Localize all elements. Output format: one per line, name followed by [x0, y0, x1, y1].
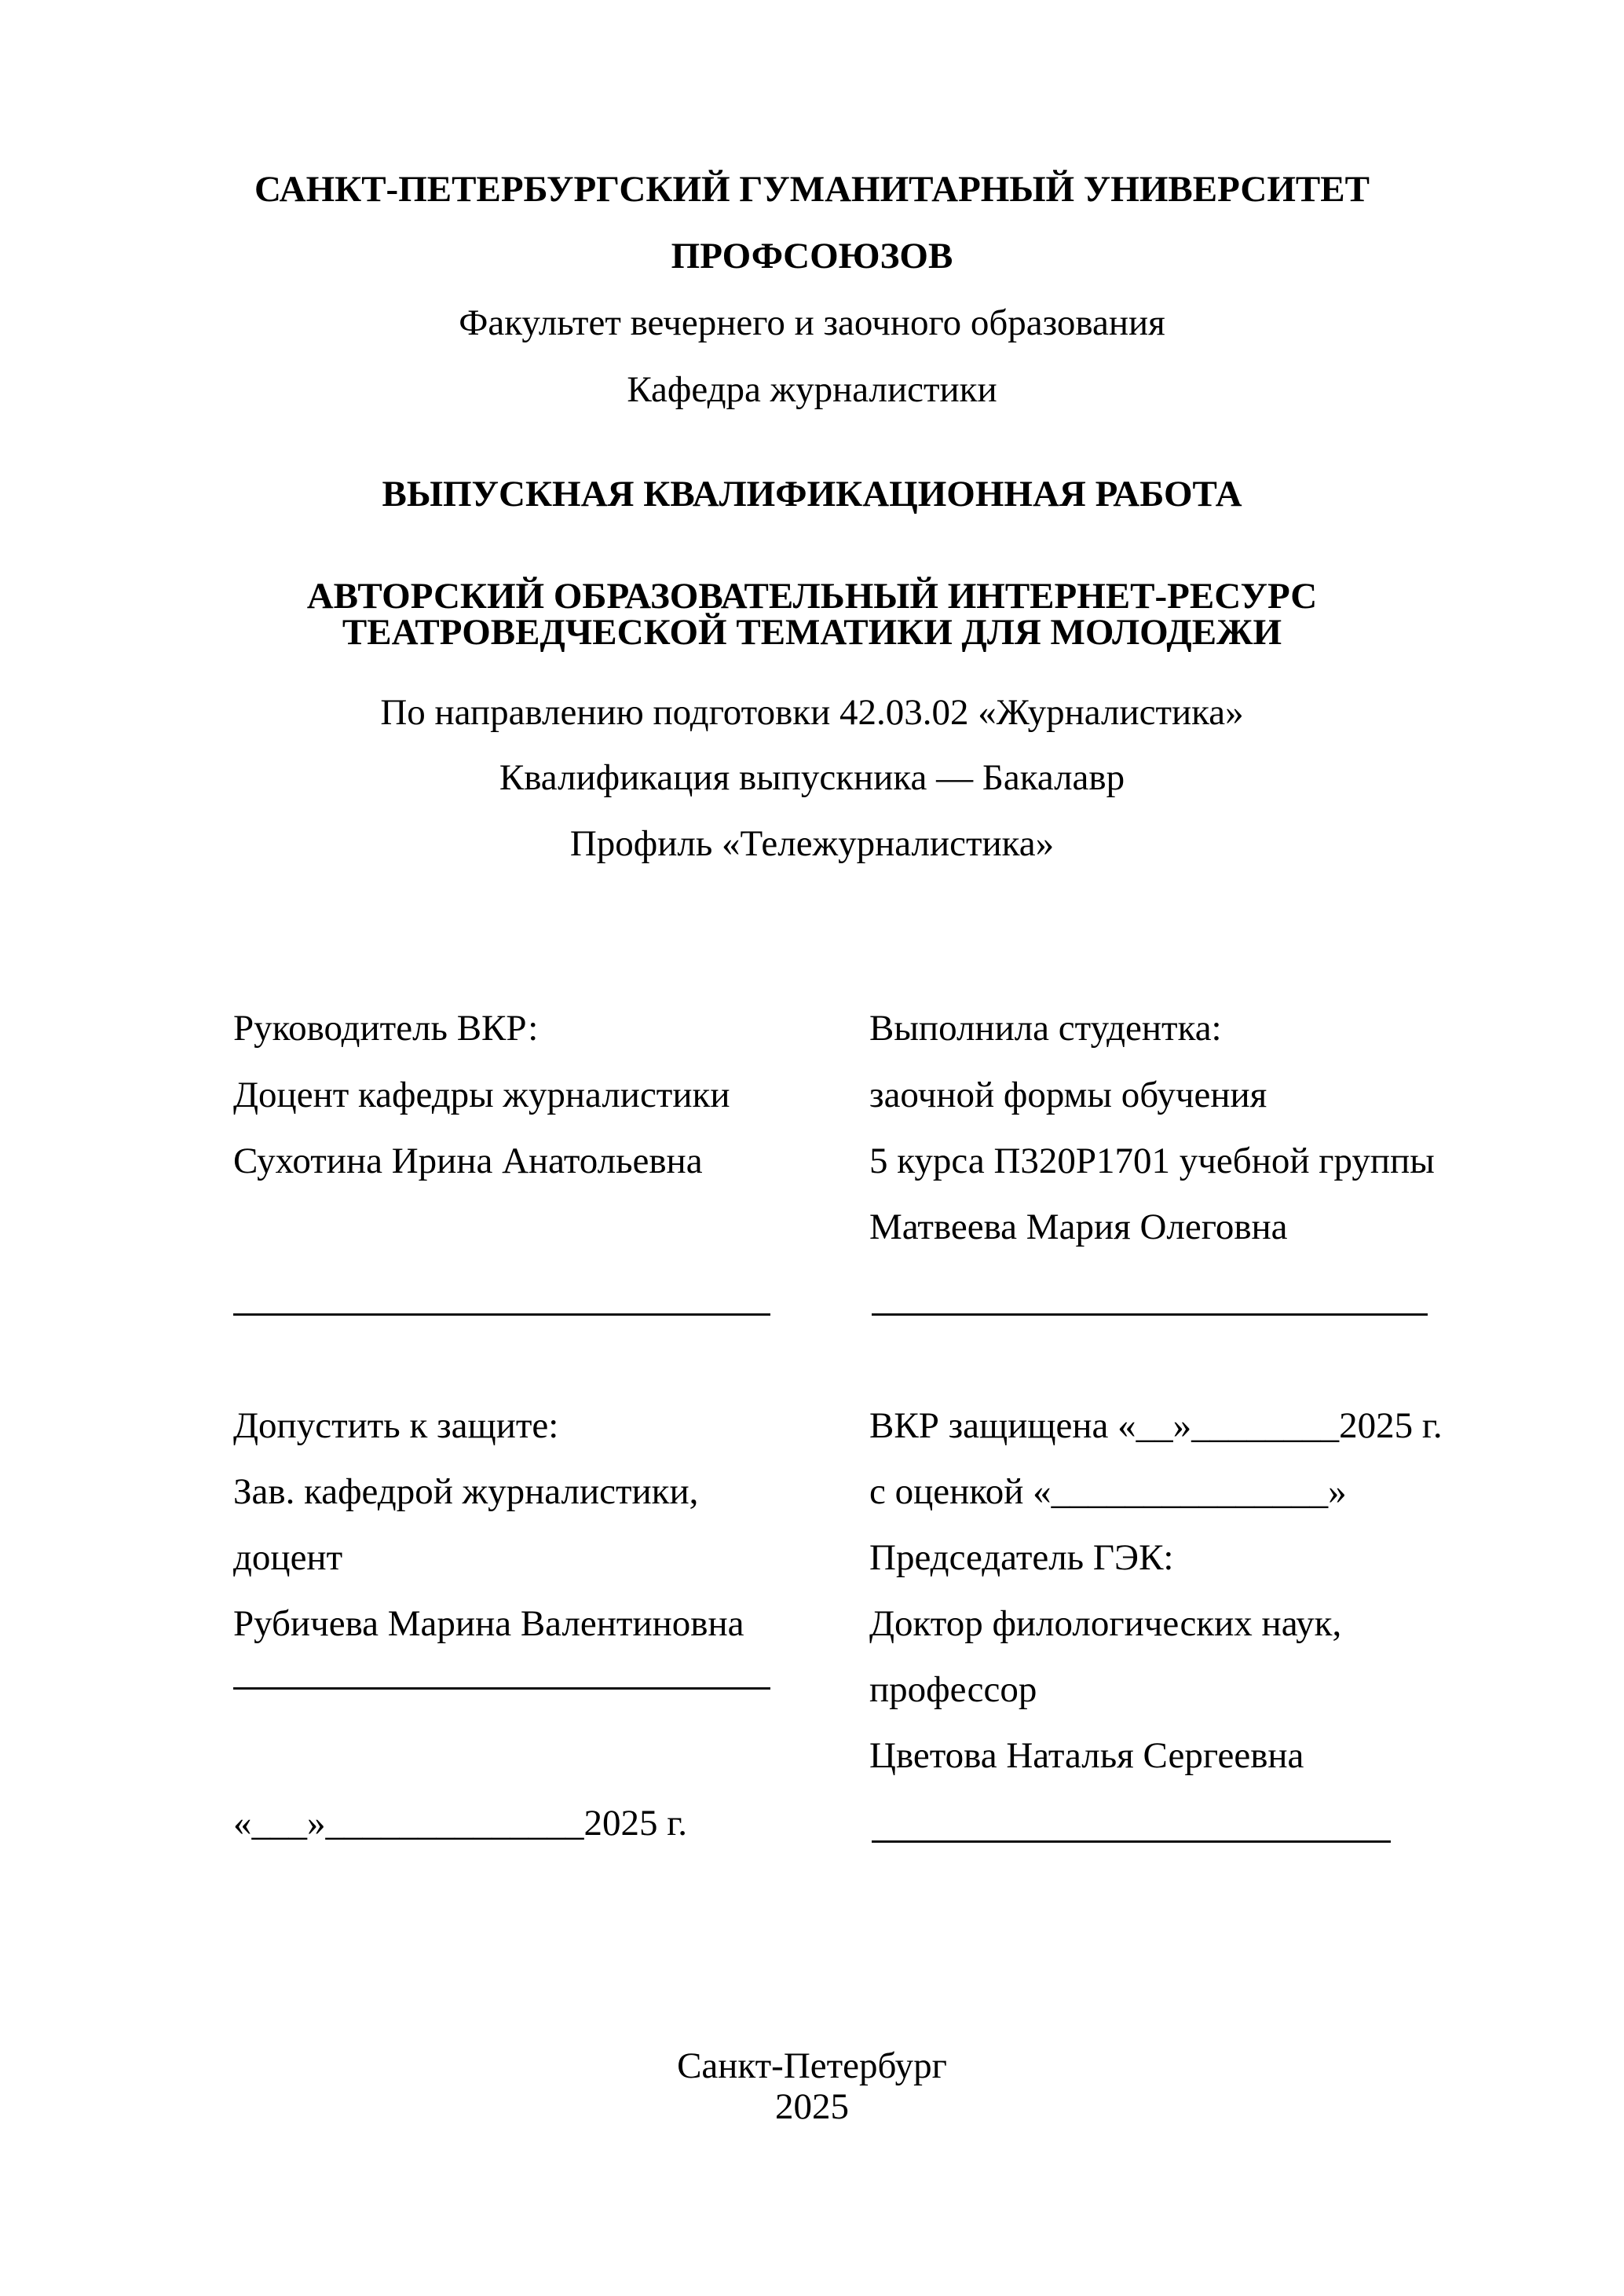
admission-position-line2: доцент — [233, 1537, 343, 1578]
admission-signature-line — [233, 1687, 770, 1690]
city: Санкт-Петербург — [677, 2045, 947, 2086]
student-name: Матвеева Мария Олеговна — [869, 1207, 1288, 1247]
profile: Профиль «Тележурналистика» — [569, 823, 1055, 864]
study-direction: По направлению подготовки 42.03.02 «Журналистика» — [380, 692, 1244, 733]
university-name-line2: ПРОФСОЮЗОВ — [671, 236, 953, 276]
qualification: Квалификация выпускника — Бакалавр — [499, 757, 1125, 798]
thesis-title-line2: ТЕАТРОВЕДЧЕСКОЙ ТЕМАТИКИ ДЛЯ МОЛОДЕЖИ — [342, 612, 1282, 653]
supervisor-name: Сухотина Ирина Анатольевна — [233, 1141, 703, 1181]
commission-chair-degree-line1: Доктор филологических наук, — [869, 1603, 1342, 1644]
commission-chair-name: Цветова Наталья Сергеевна — [869, 1735, 1304, 1776]
admission-label: Допустить к защите: — [233, 1405, 559, 1446]
student-study-form: заочной формы обучения — [869, 1075, 1267, 1115]
defense-status: ВКР защищена «__»________2025 г. — [869, 1405, 1443, 1446]
department-name: Кафедра журналистики — [627, 369, 997, 410]
student-group: 5 курса П320Р1701 учебной группы — [869, 1141, 1435, 1181]
work-type: ВЫПУСКНАЯ КВАЛИФИКАЦИОННАЯ РАБОТА — [382, 474, 1242, 514]
thesis-title-line1: АВТОРСКИЙ ОБРАЗОВАТЕЛЬНЫЙ ИНТЕРНЕТ-РЕСУРС — [306, 576, 1318, 617]
supervisor-position: Доцент кафедры журналистики — [233, 1075, 730, 1115]
commission-chair-signature-line — [872, 1840, 1391, 1843]
admission-date: «___»______________2025 г. — [233, 1803, 687, 1844]
admission-head-name: Рубичева Марина Валентиновна — [233, 1603, 744, 1644]
supervisor-label: Руководитель ВКР: — [233, 1008, 539, 1049]
supervisor-signature-line — [233, 1313, 770, 1316]
year: 2025 — [775, 2086, 849, 2127]
student-signature-line — [872, 1313, 1428, 1316]
admission-position-line1: Зав. кафедрой журналистики, — [233, 1471, 699, 1512]
student-label: Выполнила студентка: — [869, 1008, 1222, 1049]
university-name-line1: САНКТ-ПЕТЕРБУРГСКИЙ ГУМАНИТАРНЫЙ УНИВЕРСИТЕТ — [254, 169, 1370, 210]
commission-chair-label: Председатель ГЭК: — [869, 1537, 1174, 1578]
defense-grade: с оценкой «_______________» — [869, 1471, 1347, 1512]
faculty-name: Факультет вечернего и заочного образования — [459, 302, 1165, 343]
commission-chair-degree-line2: профессор — [869, 1669, 1037, 1710]
